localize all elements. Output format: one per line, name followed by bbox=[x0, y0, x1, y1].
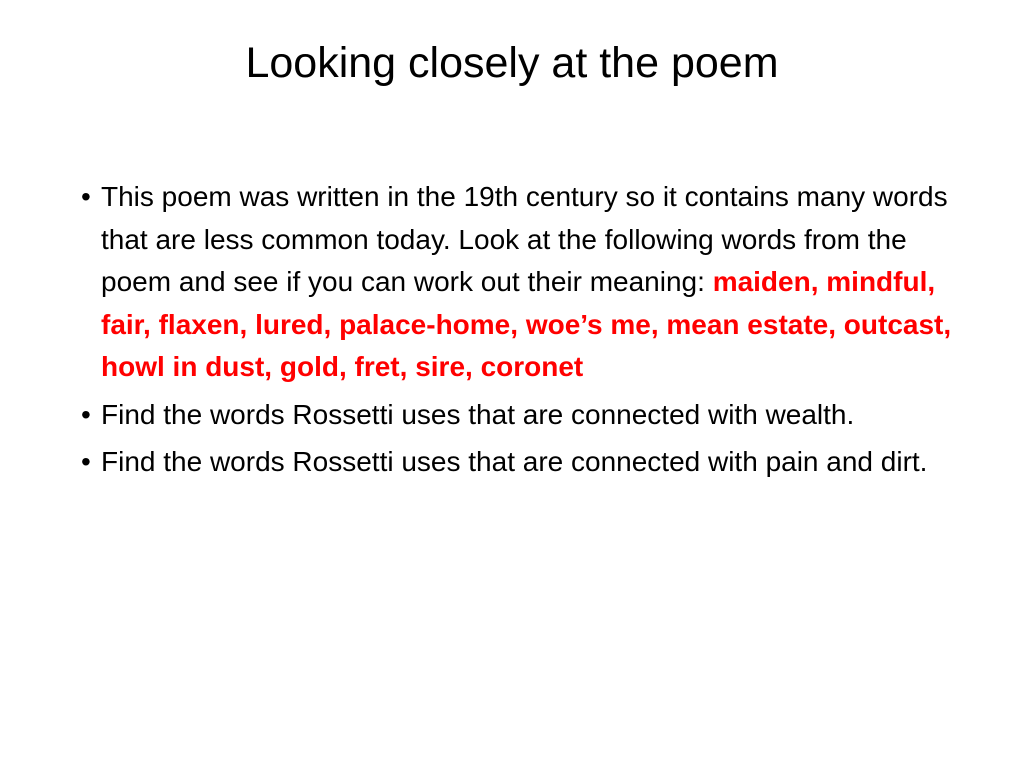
slide-title: Looking closely at the poem bbox=[245, 39, 779, 87]
bullet-item-1 bbox=[60, 176, 980, 389]
bullet-glyph: • bbox=[81, 181, 91, 212]
bullet-item-3 bbox=[60, 441, 980, 484]
bullet-glyph: • bbox=[81, 398, 91, 430]
bullet-text: Find the words Rossetti uses that are connected with wealth. bbox=[101, 398, 855, 430]
bullet-item-2 bbox=[60, 394, 980, 437]
highlighted-vocabulary: maiden, mindful, fair, flaxen, lured, palace-home, woe’s me, mean estate, outcast, howl in dust, gold, fret, sire, coronet bbox=[101, 266, 952, 382]
bullet-glyph: • bbox=[81, 446, 91, 477]
bullet-list bbox=[60, 176, 980, 489]
bullet-text: This poem was written in the 19th century so it contains many words that are less common today. Look at the following words from the poem and see if you can work out their meaning: bbox=[101, 181, 948, 297]
bullet-text: Find the words Rossetti uses that are connected with pain and dirt. bbox=[101, 446, 928, 477]
